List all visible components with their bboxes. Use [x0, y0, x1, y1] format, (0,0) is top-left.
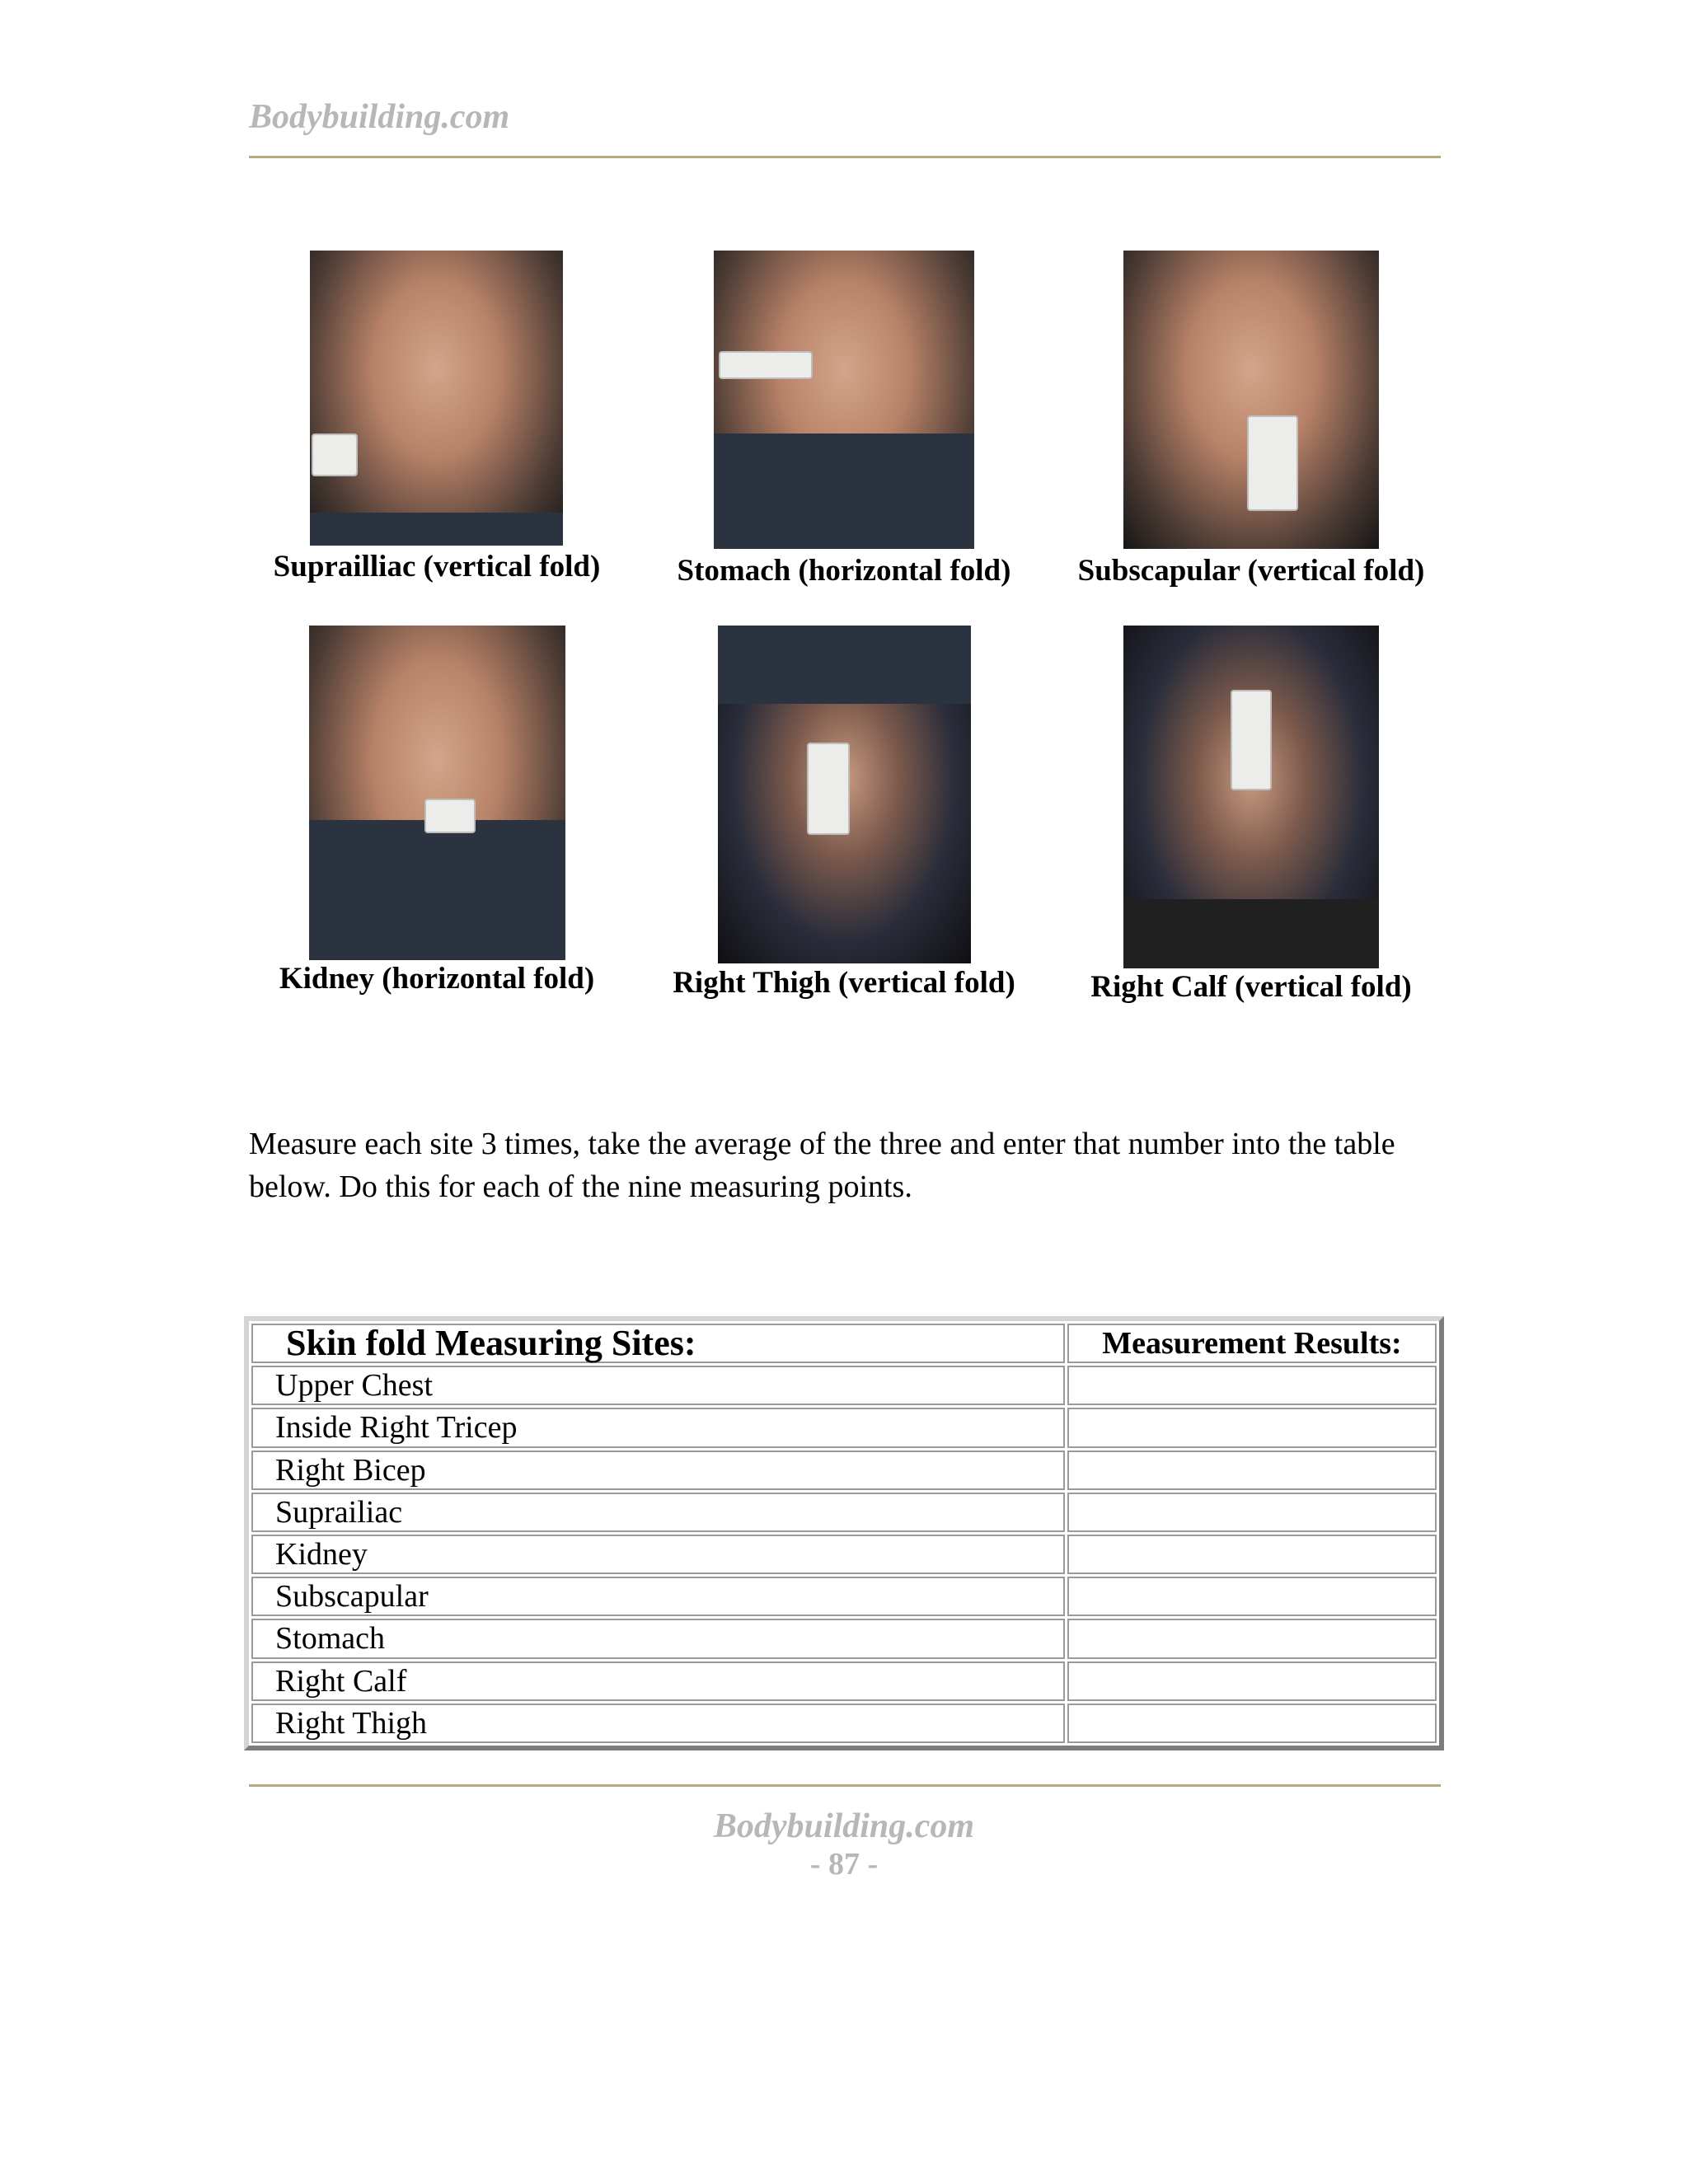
col-header-sites: Skin fold Measuring Sites:	[251, 1324, 1065, 1363]
photo-subscapular	[1123, 251, 1379, 549]
col-header-results: Measurement Results:	[1067, 1324, 1437, 1363]
header-brand: Bodybuilding.com	[249, 98, 510, 136]
result-cell[interactable]	[1067, 1408, 1437, 1447]
caption-stomach: Stomach (horizontal fold)	[677, 554, 1011, 588]
photo-kidney	[309, 626, 565, 960]
table-row	[251, 1661, 1437, 1701]
site-name-cell: Inside Right Tricep	[251, 1408, 1065, 1447]
caption-suprailiac: Suprailliac (vertical fold)	[273, 550, 601, 583]
result-cell[interactable]	[1067, 1366, 1437, 1405]
result-cell[interactable]	[1067, 1661, 1437, 1701]
site-name-cell: Right Calf	[251, 1661, 1065, 1701]
site-name-cell: Right Bicep	[251, 1451, 1065, 1490]
footer-divider	[249, 1784, 1441, 1787]
table-row	[251, 1535, 1437, 1574]
caption-right-thigh: Right Thigh (vertical fold)	[673, 966, 1015, 1000]
table-header-row	[251, 1324, 1437, 1363]
instructions-paragraph: Measure each site 3 times, take the average of the three and enter that number into the table below. Do this for each of the nine measuring points.	[249, 1127, 1395, 1204]
page-number: - 87 -	[809, 1847, 879, 1882]
caption-subscapular: Subscapular (vertical fold)	[1077, 554, 1425, 588]
table-row	[251, 1408, 1437, 1447]
photo-stomach	[714, 251, 974, 549]
caption-right-calf: Right Calf (vertical fold)	[1090, 970, 1412, 1004]
result-cell[interactable]	[1067, 1493, 1437, 1532]
photo-right-thigh	[718, 626, 971, 963]
site-name-cell: Stomach	[251, 1619, 1065, 1658]
result-cell[interactable]	[1067, 1577, 1437, 1616]
site-name-cell: Kidney	[251, 1535, 1065, 1574]
photo-right-calf	[1123, 626, 1379, 968]
table-row	[251, 1577, 1437, 1616]
result-cell[interactable]	[1067, 1535, 1437, 1574]
table-row	[251, 1704, 1437, 1743]
site-name-cell: Upper Chest	[251, 1366, 1065, 1405]
site-name-cell: Right Thigh	[251, 1704, 1065, 1743]
result-cell[interactable]	[1067, 1704, 1437, 1743]
table-row	[251, 1493, 1437, 1532]
result-cell[interactable]	[1067, 1619, 1437, 1658]
measurement-table	[244, 1316, 1444, 1750]
result-cell[interactable]	[1067, 1451, 1437, 1490]
footer-brand: Bodybuilding.com	[713, 1807, 975, 1845]
caption-kidney: Kidney (horizontal fold)	[279, 962, 595, 996]
site-name-cell: Suprailiac	[251, 1493, 1065, 1532]
site-name-cell: Subscapular	[251, 1577, 1065, 1616]
table-row	[251, 1619, 1437, 1658]
header-divider	[249, 156, 1441, 158]
table-row	[251, 1366, 1437, 1405]
table-row	[251, 1451, 1437, 1490]
photo-suprailiac	[310, 251, 563, 546]
